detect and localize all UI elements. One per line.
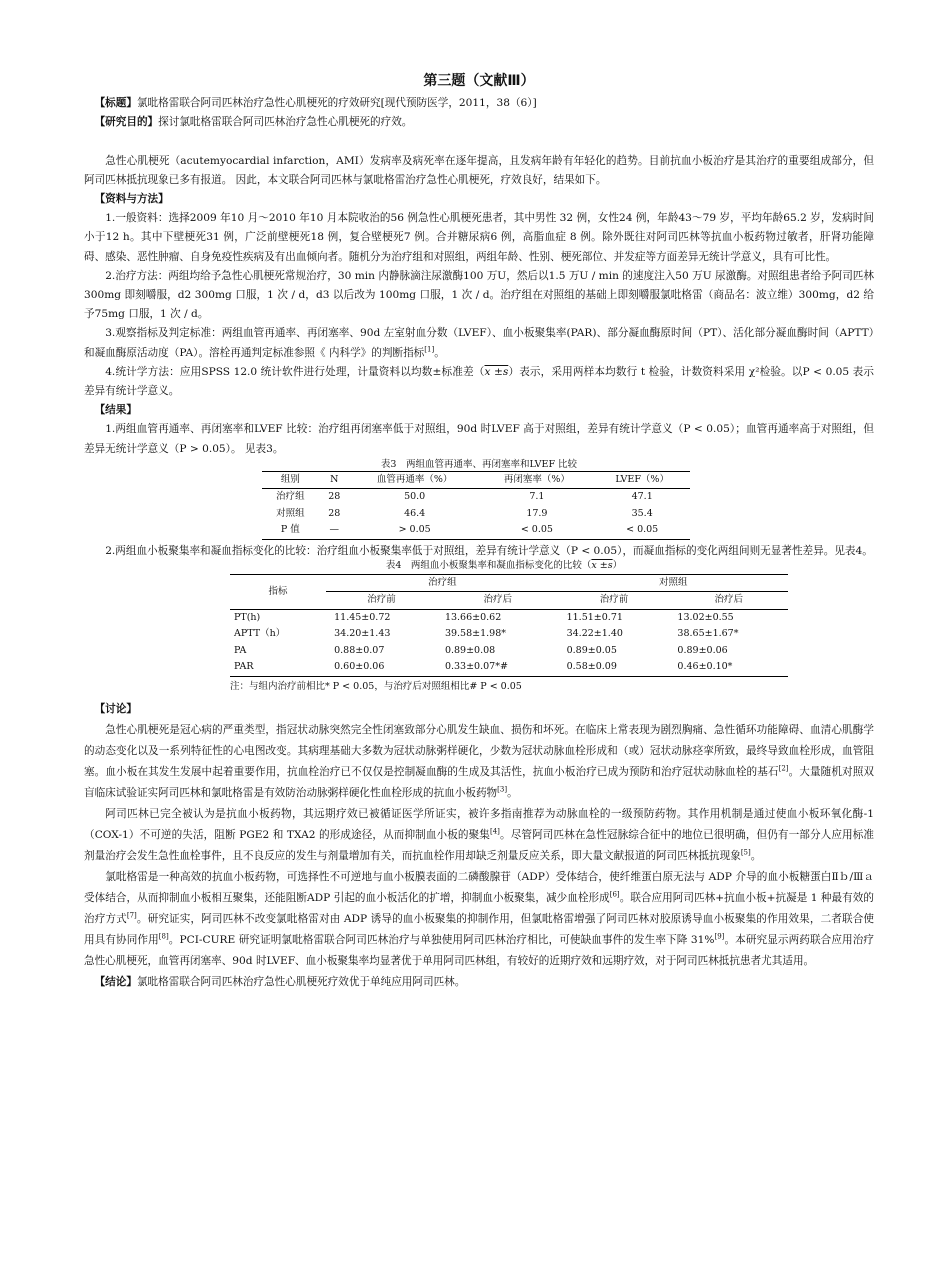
discussion-p1-text-2: 。大量随机对照双盲临床试验证实阿司匹林和氯吡格雷是有效防治动脉粥样硬化性血栓形成的抗血小板药物 [84, 765, 875, 799]
citation: [6] [609, 890, 620, 899]
table-row [262, 506, 690, 523]
table4-caption [134, 558, 874, 574]
methods-paragraph-1: 1.一般资料：选择2009 年10 月～2010 年10 月本院收治的56 例急性心肌梗死患者，其中男性 32 例，女性24 例，年龄43～79 岁，平均年龄65.2 岁，发病时间小于12 h。其中下壁梗死31 例，广泛前壁梗死18 例，复合壁梗死7 例。合并糖尿病6 例，高脂血症 8 例。除外既往对阿司匹林等抗血小板药物过敏者，肝肾功能障碍、感染、恶性肿瘤、自身免疫性疾病及有出血倾向者。随机分为治疗组和对照组，两组年龄、性别、梗死部位、并发症等方面差异无统计学意义，具有可比性。 [84, 212, 874, 263]
methods-p3-text: 3.观察指标及判定标准：两组血管再通率、再闭塞率、90d 左室射血分数（LVEF）、血小板聚集率(PAR)、部分凝血酶原时间（PT）、活化部分凝血酶时间（APTT）和凝血酶原活动度（PA）。溶栓再通判定标准参照《 内科学》的判断指标 [84, 327, 874, 359]
table-cell: 0.89±0.08 [444, 644, 496, 656]
table-cell: 47.1 [631, 491, 653, 503]
table-header-cell: 治疗前 [326, 592, 437, 610]
discussion-p3-end: 。本研究显示两药联合应用治疗急性心肌梗死，血管再闭塞率、90d 时LVEF、血小板聚集率均显著优于单用阿司匹林组，有较好的近期疗效和远期疗效，对于阿司匹林抵抗患者尤其适用。 [84, 933, 874, 967]
table4-caption-end: ） [612, 559, 623, 571]
conclusion-label: 【结论】 [94, 975, 137, 988]
table-header-cell: N [319, 471, 350, 489]
table-header-cell: 治疗前 [559, 592, 670, 610]
table-cell: PAR [234, 661, 254, 673]
table-cell: 11.45±0.72 [334, 611, 391, 623]
study-title [84, 94, 874, 113]
table-cell: 46.4 [404, 507, 426, 519]
document-page [84, 72, 874, 993]
citation: [9] [714, 932, 725, 941]
mean-sd-symbol: x ±s [591, 559, 613, 571]
discussion-heading: 【讨论】 [94, 702, 137, 715]
methods-p3-end: 。 [434, 346, 445, 359]
table-header-cell: 指标 [230, 574, 326, 609]
table-cell: 对照组 [276, 507, 305, 519]
table3 [262, 471, 690, 540]
table-cell: P 值 [280, 524, 300, 536]
citation: [7] [126, 911, 137, 920]
discussion-p2-text-2: 。尽管阿司匹林在急性冠脉综合征中的地位已很明确，但仍有一部分人应用标准剂量治疗会发生急性血栓事件，且不良反应的发生与剂量增加有关，而抗血栓作用却缺乏剂量反应关系，即大量文献报道的阿司匹林抵抗现象 [84, 828, 874, 862]
table3-caption: 表3 两组血管再通率、再闭塞率和LVEF 比较 [380, 458, 578, 470]
table-cell: 0.89±0.06 [677, 644, 728, 656]
table-header-cell: 治疗后 [669, 592, 788, 610]
discussion-p3-text-4: 。PCI-CURE 研究证明氯吡格雷联合阿司匹林治疗与单独使用阿司匹林治疗相比，可使缺血事件的发生率下降 31% [168, 933, 715, 946]
table-cell: 34.20±1.43 [334, 628, 391, 640]
table-cell: 13.66±0.62 [444, 611, 502, 623]
discussion-paragraph-1 [84, 720, 874, 804]
table-cell: 35.4 [631, 507, 653, 519]
table-row [262, 522, 690, 539]
study-title-label: 【标题】 [94, 97, 137, 110]
table4 [230, 574, 788, 677]
table-row [230, 643, 788, 660]
discussion-paragraph-2 [84, 804, 874, 867]
results-paragraph-2: 2.两组血小板聚集率和凝血指标变化的比较：治疗组血小板聚集率低于对照组，差异有统计学意义（P < 0.05），而凝血指标的变化两组间则无显著性差异。见表4。 [105, 544, 873, 557]
table-cell: 0.46±0.10* [677, 661, 733, 673]
page-title: 第三题（文献Ⅲ） [423, 73, 535, 89]
methods-paragraph-2: 2.治疗方法：两组均给予急性心肌梗死常规治疗，30 min 内静脉滴注尿激酶100 万U，然后以1.5 万U / min 的速度注入50 万U 尿激酶。对照组患者给予阿司匹林300mg 即刻嚼服，d2 300mg 口服，1 次 / d，d3 以后改为 100mg 口服，1 次 / d。治疗组在对照组的基础上即刻嚼服氯吡格雷（商品名：波立维）300mg，d2 给予75mg 口服，1 次 / d。 [84, 269, 874, 321]
methods-p4-end: ）表示，采用两样本均数行 t 检验，计数资料采用 χ²检验。以P < 0.05 表示差异有统计学意义。 [84, 365, 875, 398]
citation: [2] [778, 764, 789, 773]
methods-paragraph-4 [84, 363, 874, 401]
discussion-section [84, 699, 874, 993]
citation: [3] [497, 785, 508, 794]
discussion-paragraph-3 [84, 867, 874, 972]
table-cell: 治疗组 [276, 491, 305, 503]
table-cell: APTT（h） [234, 628, 286, 640]
table-cell: 0.58±0.09 [566, 661, 617, 673]
table-cell: 34.22±1.40 [566, 628, 623, 640]
table-cell: 0.33±0.07*# [444, 661, 508, 673]
table-header-row [230, 574, 788, 592]
results-heading: 【结果】 [94, 404, 137, 417]
table-cell: 50.0 [404, 491, 426, 503]
table-header-cell: 血管再通率（%） [350, 471, 480, 489]
table-header-row [262, 471, 690, 489]
intro-paragraph: 急性心肌梗死（acutemyocardial infarction，AMI）发病率及病死率在逐年提高，且发病年龄有年轻化的趋势。目前抗血小板治疗是其治疗的重要组成部分，但阿司匹林抵抗现象已多有报道。 因此，本文联合阿司匹林与氯吡格雷治疗急性心肌梗死，疗效良好，结果如下。 [84, 154, 874, 186]
table-cell: PT(h) [234, 611, 261, 623]
table-row [230, 659, 788, 676]
table-row [230, 609, 788, 626]
table-cell: 11.51±0.71 [566, 611, 623, 623]
citation: [5] [740, 848, 751, 857]
methods-p4-text: 4.统计学方法：应用SPSS 12.0 统计软件进行处理，计量资料以均数±标准差（ [105, 365, 485, 378]
table-cell: 7.1 [529, 491, 545, 503]
mean-sd-symbol: x ±s [484, 365, 509, 378]
table4-caption-text: 表4 两组血小板聚集率和凝血指标变化的比较（ [385, 559, 592, 571]
table-cell: 17.9 [526, 507, 548, 519]
table-header-group: 对照组 [559, 574, 788, 592]
study-purpose-text: 探讨氯吡格雷联合阿司匹林治疗急性心肌梗死的疗效。 [158, 116, 413, 129]
methods-paragraph-3 [84, 324, 874, 362]
table-cell: — [329, 524, 339, 536]
discussion-p2-end: 。 [750, 849, 762, 862]
table-cell: 0.89±0.05 [566, 644, 617, 656]
discussion-p3-text-2: 。联合应用阿司匹林+抗血小板+抗凝是 1 种最有效的治疗方式 [84, 891, 874, 925]
study-title-text: 氯吡格雷联合阿司匹林治疗急性心肌梗死的疗效研究[现代预防医学，2011，38（6）] [136, 97, 537, 110]
conclusion [84, 972, 874, 993]
table-cell: PA [234, 644, 247, 656]
citation: [1] [424, 345, 435, 354]
table-header-cell: 再闭塞率（%） [479, 471, 594, 489]
table-header-cell: 治疗后 [437, 592, 559, 610]
table-cell: 0.88±0.07 [334, 644, 385, 656]
discussion-p1-end: 。 [507, 786, 518, 799]
table-row [262, 489, 690, 506]
study-purpose-label: 【研究目的】 [94, 116, 159, 129]
table-cell: > 0.05 [398, 524, 431, 536]
conclusion-text: 氯吡格雷联合阿司匹林治疗急性心肌梗死疗效优于单纯应用阿司匹林。 [136, 975, 466, 988]
citation: [4] [489, 827, 500, 836]
results-paragraph-1: 1.两组血管再通率、再闭塞率和LVEF 比较：治疗组再闭塞率低于对照组，90d 时LVEF 高于对照组，差异有统计学意义（P < 0.05）；血管再通率高于对照组，但差异无统计学意义（P > 0.05）。 见表3。 [84, 423, 874, 455]
methods-heading: 【资料与方法】 [94, 193, 169, 206]
citation: [8] [158, 932, 169, 941]
table-header-group: 治疗组 [326, 574, 558, 592]
table-cell: 38.65±1.67* [677, 628, 739, 640]
table-cell: < 0.05 [626, 524, 659, 536]
table-cell: 39.58±1.98* [444, 628, 506, 640]
table-cell: 28 [328, 507, 341, 519]
table-header-cell: 组别 [262, 471, 319, 489]
study-purpose [84, 113, 874, 132]
discussion-p3-text: 氯吡格雷是一种高效的抗血小板药物，可选择性不可逆地与血小板膜表面的二磷酸腺苷（ADP）受体结合，使纤维蛋白原无法与 ADP 介导的血小板糖蛋白Ⅱｂ/Ⅲａ 受体结合，从而抑制血小板相互聚集，还能阻断ADP 引起的血小板活化的扩增，抑制血小板聚集，减少血栓形成 [84, 870, 874, 904]
discussion-p2-text: 阿司匹林已完全被认为是抗血小板药物，其远期疗效已被循证医学所证实，被许多指南推荐为动脉血栓的一级预防药物。其作用机制是通过使血小板环氧化酶-1（COX-1）不可逆的失活，阻断 PGE2 和 TXA2 的形成途径，从而抑制血小板的聚集 [84, 807, 874, 841]
discussion-p3-text-3: 。研究证实，阿司匹林不改变氯吡格雷对由 ADP 诱导的血小板聚集的抑制作用，但氯吡格雷增强了阿司匹林对胶原诱导血小板聚集的作用效果，二者联合使用具有协同作用 [84, 912, 874, 946]
table-row [230, 626, 788, 643]
table-cell: 28 [328, 491, 341, 503]
table-cell: 13.02±0.55 [677, 611, 734, 623]
discussion-p1-text: 急性心肌梗死是冠心病的严重类型，指冠状动脉突然完全性闭塞致部分心肌发生缺血、损伤和坏死。在临床上常表现为剧烈胸痛、急性循环功能障碍、血清心肌酶学的动态变化以及一系列特征性的心电图改变。其病理基础大多数为冠状动脉粥样硬化，少数为冠状动脉血栓形成和（或）冠状动脉痉挛所致，最终导致血栓形成，血管阻塞。血小板在其发生发展中起着重要作用，抗血栓治疗已不仅仅是控制凝血酶的生成及其活性，抗血小板治疗已成为预防和治疗冠状动脉血栓的基石 [84, 723, 874, 778]
table-header-cell: LVEF（%） [594, 471, 690, 489]
table4-note: 注：与组内治疗前相比* P < 0.05，与治疗后对照组相比# P < 0.05 [230, 680, 522, 692]
table-cell: < 0.05 [520, 524, 553, 536]
table-cell: 0.60±0.06 [334, 661, 385, 673]
